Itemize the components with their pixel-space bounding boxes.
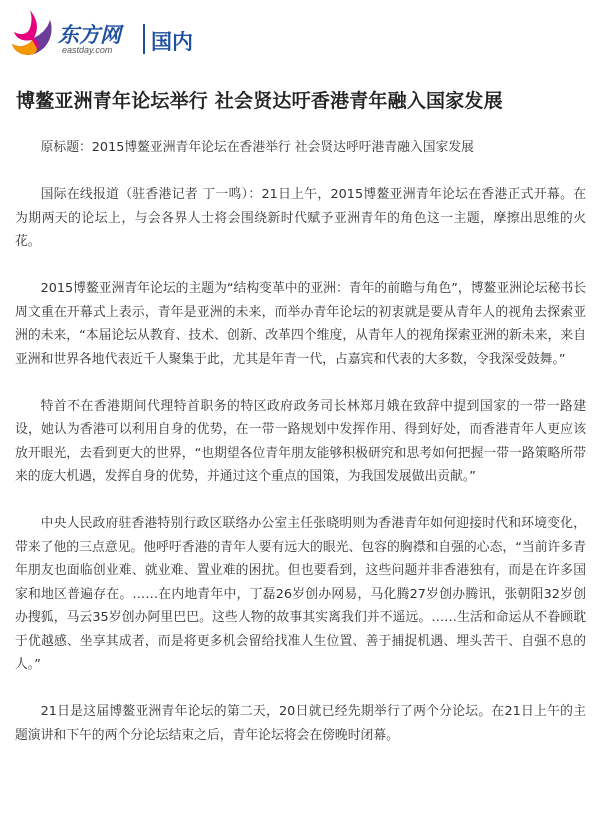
original-title: 原标题：2015博鳌亚洲青年论坛在香港举行 社会贤达呼吁港青融入国家发展	[40, 140, 474, 155]
article-paragraph: 特首不在香港期间代理特首职务的特区政府政务司长林郑月娥在致辞中提到国家的一带一路建设，她认为香港可以利用自身的优势，在一带一路规划中发挥作用、得到好处，而香港青年人更应该放开眼光，去看到更大的世界，“也期望各位青年朋友能够积极研究和思考如何把握一带一路策略所带来的庞大机遇，发挥自身的优势，并通过这个重点的国策，为我国发展做出贡献。”	[15, 398, 586, 484]
article-paragraph: 国际在线报道（驻香港记者 丁一鸣）：21日上午，2015博鳌亚洲青年论坛在香港正式开幕。在为期两天的论坛上，与会各界人士将会围绕新时代赋予亚洲青年的角色这一主题，摩擦出思维的火花。	[15, 187, 586, 249]
article-body	[15, 136, 586, 771]
article-paragraph: 21日是这届博鳌亚洲青年论坛的第二天，20日就已经先期举行了两个分论坛。在21日上午的主题演讲和下午的两个分论坛结束之后，青年论坛将会在傍晚时闭幕。	[15, 704, 586, 743]
site-domain-text: eastday.com	[62, 45, 113, 55]
eastday-logo-icon[interactable]	[10, 8, 56, 58]
article-paragraph: 2015博鳌亚洲青年论坛的主题为“结构变革中的亚洲：青年的前瞻与角色”，博鳌亚洲论坛秘书长周文重在开幕式上表示，青年是亚洲的未来，而举办青年论坛的初衷就是要从青年人的视角去探索亚洲的未来，“本届论坛从教育、技术、创新、改革四个维度，从青年人的视角探索亚洲的新未来，来自亚洲和世界各地代表近千人聚集于此，尤其是年青一代，占嘉宾和代表的大多数，令我深受鼓舞。”	[15, 281, 586, 367]
channel-label[interactable]: 国内	[151, 30, 193, 54]
article-title: 博鳌亚洲青年论坛举行 社会贤达吁香港青年融入国家发展	[16, 90, 503, 112]
site-header	[0, 0, 594, 66]
logo-divider	[143, 24, 145, 54]
site-logo-text[interactable]: 东方网	[58, 23, 121, 47]
article-paragraph: 中央人民政府驻香港特别行政区联络办公室主任张晓明则为香港青年如何迎接时代和环境变化，带来了他的三点意见。他呼吁香港的青年人要有远大的眼光、包容的胸襟和自强的心态，“当前许多青年朋友也面临创业难、就业难、置业难的困扰。但也要看到，这些问题并非香港独有，而是在许多国家和地区普遍存在。……在内地青年中，丁磊26岁创办网易，马化腾27岁创办腾讯，张朝阳32岁创办搜狐，马云35岁创办阿里巴巴。这些人物的故事其实离我们并不遥远。……生活和命运从不眷顾耽于优越感、坐享其成者，而是将更多机会留给找准人生位置、善于捕捉机遇、埋头苦干、自强不息的人。”	[15, 516, 586, 672]
